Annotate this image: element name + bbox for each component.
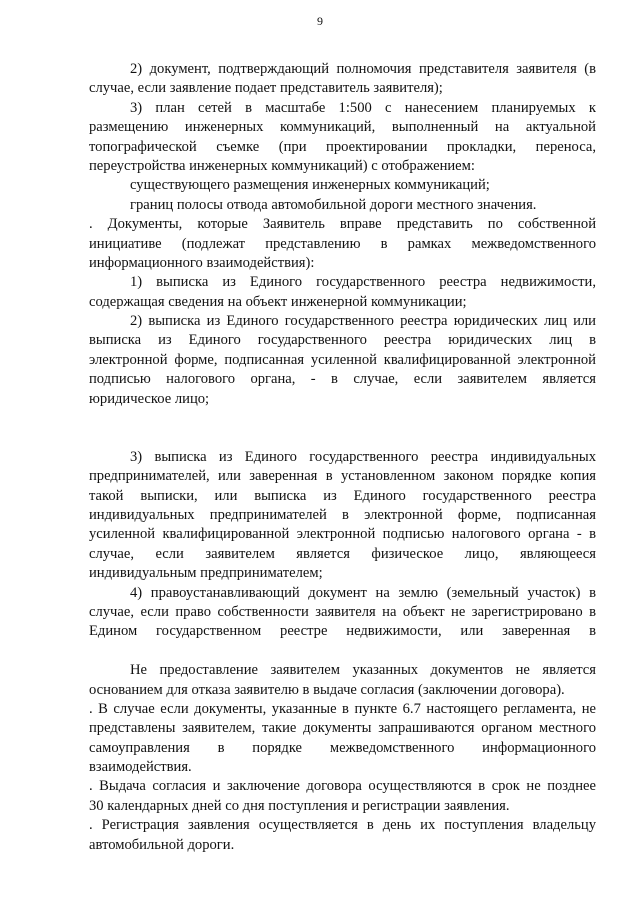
text-line: . Регистрация заявления осуществляется в день их поступления владельцу — [89, 817, 596, 834]
text-line: информационного взаимодействия): — [89, 254, 315, 271]
text-line: существующего размещения инженерных коммуникаций; — [130, 177, 490, 194]
text-line: случае, если право собственности заявителя на объект не зарегистрировано в — [89, 603, 596, 620]
document-body — [89, 60, 596, 855]
text-line: случае, если заявителем является физическое лицо, являющееся — [89, 545, 596, 562]
paragraph — [89, 312, 596, 409]
text-line: индивидуальным предпринимателем; — [89, 565, 323, 582]
paragraph — [89, 448, 596, 584]
paragraph — [89, 99, 596, 177]
paragraph-spacer — [89, 642, 596, 661]
text-line: 3) план сетей в масштабе 1:500 с нанесением планируемых к — [130, 99, 596, 116]
text-line: 4) правоустанавливающий документ на землю (земельный участок) в — [130, 584, 596, 601]
text-line: предпринимателей, или заверенная в установленном законом порядке копия — [89, 468, 596, 485]
text-line: выписка из Единого государственного реестра юридических лиц в — [89, 332, 596, 349]
text-line: усиленной квалифицированной электронной подписью налогового органа - в — [89, 526, 596, 543]
text-line: случае, если заявление подает представитель заявителя); — [89, 80, 443, 97]
paragraph — [89, 196, 596, 215]
text-line: подписью налогового органа, - в случае, если заявителем является — [89, 371, 596, 388]
text-line: самоуправления в порядке межведомственного информационного — [89, 739, 596, 756]
paragraph — [89, 661, 596, 700]
text-line: топографической съемке (при проектировании прокладки, переноса, — [89, 138, 596, 155]
text-line: основанием для отказа заявителю в выдаче согласия (заключении договора). — [89, 681, 565, 698]
text-line: автомобильной дороги. — [89, 836, 235, 853]
paragraph-spacer — [89, 409, 596, 428]
paragraph — [89, 215, 596, 273]
paragraph — [89, 60, 596, 99]
text-line: инициативе (подлежат представлению в рамках межведомственного — [89, 235, 596, 252]
paragraph — [89, 777, 596, 816]
text-line: 3) выписка из Единого государственного реестра индивидуальных — [130, 448, 596, 465]
text-line: юридическое лицо; — [89, 390, 210, 407]
paragraph — [89, 816, 596, 855]
page-number: 9 — [317, 14, 323, 28]
text-line: размещению инженерных коммуникаций, выполненный на актуальной — [89, 119, 596, 136]
text-line: Едином государственном реестре недвижимости, или заверенная в — [89, 623, 596, 640]
text-line: представлены заявителем, такие документы запрашиваются органом местного — [89, 720, 596, 737]
text-line: 1) выписка из Единого государственного реестра недвижимости, — [130, 274, 596, 291]
paragraph — [89, 584, 596, 642]
text-line: переустройства инженерных коммуникаций) с отображением: — [89, 157, 475, 174]
text-line: Не предоставление заявителем указанных документов не является — [130, 662, 596, 679]
text-line: взаимодействия. — [89, 759, 192, 776]
text-line: 30 календарных дней со дня поступления и регистрации заявления. — [89, 797, 510, 814]
paragraph — [89, 176, 596, 195]
text-line: . Документы, которые Заявитель вправе представить по собственной — [89, 216, 596, 233]
text-line: содержащая сведения на объект инженерной коммуникации; — [89, 293, 467, 310]
text-line: . Выдача согласия и заключение договора осуществляются в срок не позднее — [89, 778, 596, 795]
text-line: . В случае если документы, указанные в пункте 6.7 настоящего регламента, не — [89, 700, 596, 717]
text-line: электронной форме, подписанная усиленной квалифицированной электронной — [89, 351, 596, 368]
text-line: 2) выписка из Единого государственного реестра юридических лиц или — [130, 313, 596, 330]
paragraph — [89, 700, 596, 778]
text-line: 2) документ, подтверждающий полномочия представителя заявителя (в — [130, 61, 596, 77]
text-line: индивидуальных предпринимателей в электронной форме, подписанная — [89, 506, 596, 523]
paragraph — [89, 273, 596, 312]
text-line: такой выписки, или выписка из Единого государственного реестра — [89, 487, 596, 504]
text-line: границ полосы отвода автомобильной дороги местного значения. — [130, 196, 537, 213]
paragraph-spacer — [89, 428, 596, 447]
